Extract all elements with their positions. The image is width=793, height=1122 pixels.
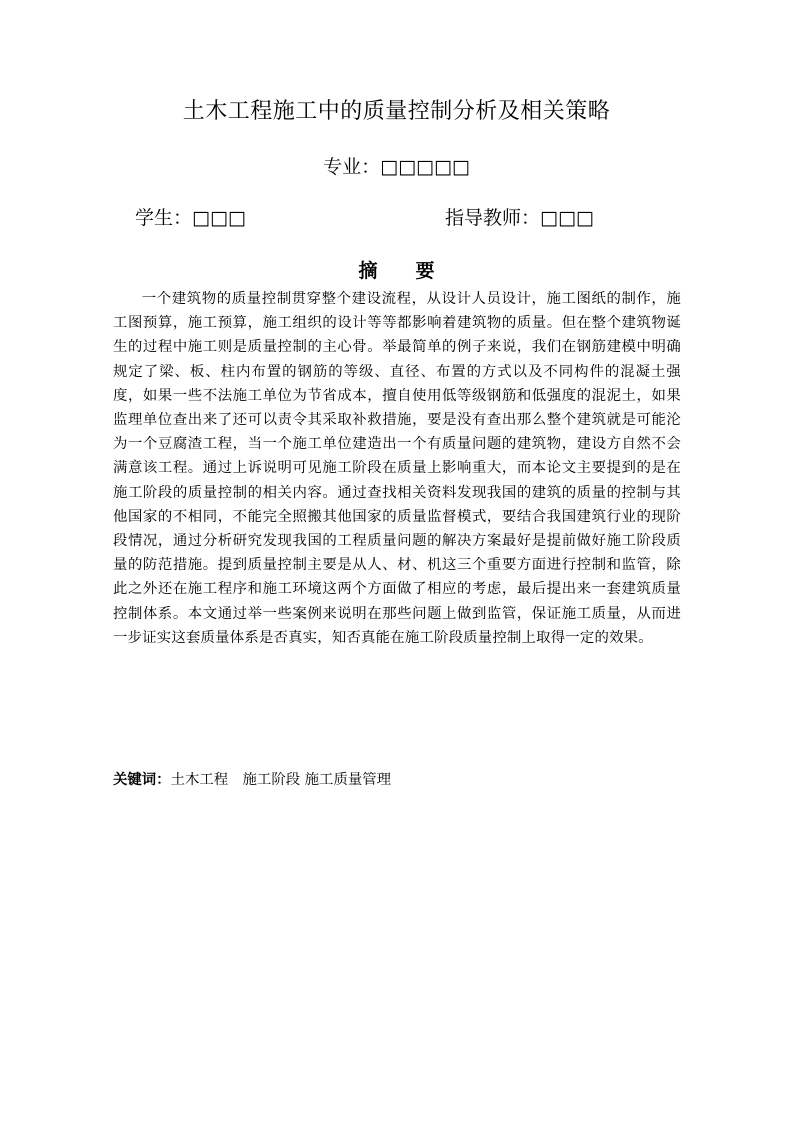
- major-label: 专业：: [323, 156, 381, 178]
- keywords-value: 土木工程 施工阶段 施工质量管理: [170, 772, 392, 788]
- major-value: □□□□□: [380, 156, 470, 178]
- abstract-body: 一个建筑物的质量控制贯穿整个建设流程，从设计人员设计，施工图纸的制作，施工图预算，施工预算，施工组织的设计等等都影响着建筑物的质量。但在整个建筑物诞生的过程中施工则是质量控制的主心骨。举最简单的例子来说，我们在钢筋建模中明确规定了梁、板、柱内布置的钢筋的等级、直径、布置的方式以及不同构件的混凝土强度，如果一些不法施工单位为节省成本，擅自使用低等级钢筋和低强度的混泥土，如果监理单位查出来了还可以责令其采取补救措施，要是没有查出那么整个建筑就是可能沦为一个豆腐渣工程，当一个施工单位建造出一个有质量问题的建筑物，建设方自然不会满意该工程。通过上诉说明可见施工阶段在质量上影响重大，而本论文主要提到的是在施工阶段的质量控制的相关内容。通过查找相关资料发现我国的建筑的质量的控制与其他国家的不相同，不能完全照搬其他国家的质量监督模式，要结合我国建筑行业的现阶段情况，通过分析研究发现我国的工程质量问题的解决方案最好是提前做好施工阶段质量的防范措施。提到质量控制主要是从人、材、机这三个重要方面进行控制和监管，除此之外还在施工程序和施工环境这两个方面做了相应的考虑，最后提出来一套建筑质量控制体系。本文通过举一些案例来说明在那些问题上做到监管，保证施工质量，从而进一步证实这套质量体系是否真实，知否真能在施工阶段质量控制上取得一定的效果。: [113, 291, 681, 646]
- advisor-value: □□□: [540, 207, 594, 229]
- advisor-line: [445, 203, 594, 230]
- document-title: 土木工程施工中的质量控制分析及相关策略: [182, 99, 611, 124]
- student-line: [135, 203, 246, 230]
- student-label: 学生：: [135, 207, 193, 229]
- major-line: [0, 152, 793, 179]
- abstract-heading: 摘 要: [358, 260, 435, 282]
- student-value: □□□: [192, 207, 246, 229]
- keywords-line: [113, 768, 391, 792]
- advisor-label: 指导教师：: [445, 207, 541, 229]
- keywords-label: 关键词：: [113, 772, 171, 788]
